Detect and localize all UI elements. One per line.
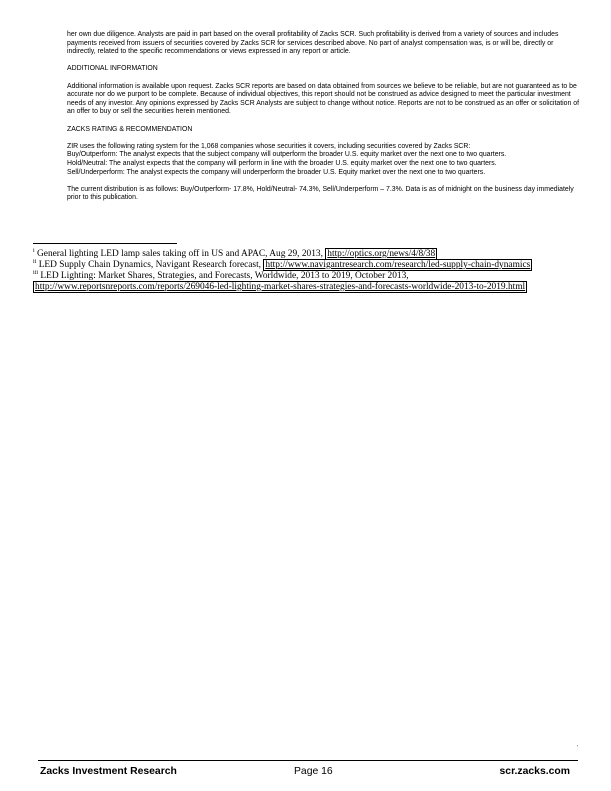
footnote-mark: ii (33, 258, 37, 265)
footer-company: Zacks Investment Research (40, 766, 177, 777)
page-number: Page 16 (294, 766, 333, 777)
rating-intro: ZIR uses the following rating system for the 1,068 companies whose securities it covers, including securities covered by Zacks SCR: (67, 142, 471, 150)
footnotes (33, 249, 593, 293)
disclosure-body (67, 31, 579, 211)
rating-hold: Hold/Neutral: The analyst expects that the company will perform in line with the broader U.S. equity market over the next one to two quarters. (67, 159, 497, 167)
rating-buy: Buy/Outperform: The analyst expects that the subject company will outperform the broader U.S. equity market over the next one to two quarters. (67, 151, 507, 159)
footnote-text: LED Supply Chain Dynamics, Navigant Research forecast, (38, 260, 264, 270)
footnote-3-link-line (33, 282, 593, 293)
rating-definitions (67, 143, 579, 177)
footnote-link[interactable]: http://www.navigantresearch.com/research/led-supply-chain-dynamics (265, 260, 531, 270)
additional-info-paragraph: Additional information is available upon request. Zacks SCR reports are based on data obtained from sources we believe to be reliable, but are not guaranteed as to be accurate nor do we purport to be complete. Because of individual objectives, this report should not be construed as advice designed to meet the particular investment needs of any investor. Any opinions expressed by Zacks SCR Analysts are subject to change without notice. Reports are not to be construed as an offer or solicitation of an offer to buy or sell the securities herein mentioned. (67, 82, 579, 116)
intro-paragraph: her own due diligence. Analysts are paid in part based on the overall profitability of Zacks SCR. Such profitability is derived from a variety of sources and includes payments received from issuers of securities covered by Zacks SCR for services described above. No part of analyst compensation was, is or will be, directly or indirectly, related to the specific recommendations or views expressed in any report or article. (67, 31, 559, 56)
additional-info-heading: ADDITIONAL INFORMATION (67, 65, 158, 73)
footnote-text: LED Lighting: Market Shares, Strategies, and Forecasts, Worldwide, 2013 to 2019, October 2013, (40, 271, 409, 281)
footnote-text: General lighting LED lamp sales taking off in US and APAC, Aug 29, 2013, (37, 249, 326, 259)
footer-rule (38, 760, 578, 761)
distribution-paragraph: The current distribution is as follows: Buy/Outperform- 17.8%, Hold/Neutral- 74.3%, Sell/Underperform – 7.3%. Data is as of midnight on the business day immediately prior to this publication. (67, 185, 574, 202)
rating-heading: ZACKS RATING & RECOMMENDATION (67, 125, 193, 133)
footnote-2 (33, 260, 593, 271)
stray-mark: ' (577, 745, 578, 751)
footnote-mark: iii (33, 269, 39, 276)
footnote-link[interactable]: http://optics.org/news/4/8/38 (327, 249, 436, 259)
rating-sell: Sell/Underperform: The analyst expects the company will underperform the broader U.S. Equity market over the next one to two quarters. (67, 168, 486, 176)
footnote-link[interactable]: http://www.reportsnreports.com/reports/269046-led-lighting-market-shares-strategies-and-forecasts-worldwide-2013-to-2019.html (35, 282, 526, 292)
footer-website: scr.zacks.com (499, 766, 570, 777)
footnote-separator (33, 243, 177, 244)
footnote-mark: i (33, 247, 35, 254)
